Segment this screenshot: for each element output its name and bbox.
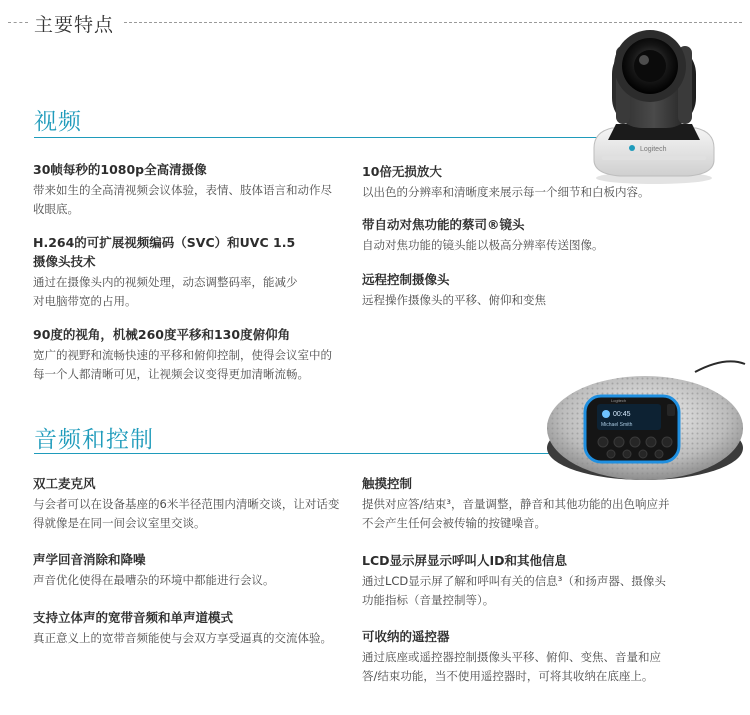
feature-desc: 宽广的视野和流畅快速的平移和俯仰控制，使得会议室中的每一个人都清晰可见，让视频会议变得更加清晰流畅。	[33, 348, 332, 381]
header-dash-left	[8, 22, 28, 23]
feature-item	[33, 233, 303, 311]
feature-title: 30帧每秒的1080p全高清摄像	[33, 162, 207, 177]
speakerphone-screen-time: 00:45	[613, 411, 631, 418]
speakerphone-brand: Logitech	[611, 398, 627, 403]
feature-item	[33, 474, 343, 533]
feature-item	[362, 551, 672, 610]
feature-desc: 真正意义上的宽带音频能使与会双方享受逼真的交流体验。	[33, 631, 332, 645]
speakerphone-icon	[545, 356, 747, 484]
speakerphone-screen-name: Michael Smith	[601, 422, 633, 428]
ptz-camera-icon	[588, 24, 720, 186]
feature-title: H.264的可扩展视频编码（SVC）和UVC 1.5摄像头技术	[33, 235, 296, 269]
feature-desc: 带来如生的全高清视频会议体验，表情、肢体语言和动作尽收眼底。	[33, 183, 332, 216]
feature-desc: 提供对应答/结束³，音量调整，静音和其他功能的出色响应并不会产生任何会被传输的按键噪音。	[362, 497, 670, 530]
section-title-video: 视频	[34, 109, 82, 135]
feature-title: 双工麦克风	[33, 476, 96, 491]
feature-title: 触摸控制	[362, 476, 413, 491]
feature-desc: 通过LCD显示屏了解和呼叫有关的信息³（和扬声器、摄像头功能指标（音量控制等）。	[362, 574, 666, 607]
section-divider-video	[34, 137, 604, 138]
feature-title: 声学回音消除和降噪	[33, 552, 146, 567]
feature-item	[33, 608, 343, 648]
feature-title: 10倍无损放大	[362, 164, 442, 179]
feature-item	[362, 215, 672, 255]
page-title: 主要特点	[34, 14, 115, 36]
camera-brand: Logitech	[640, 146, 667, 153]
feature-title: 90度的视角，机械260度平移和130度俯仰角	[33, 327, 291, 342]
feature-desc: 声音优化使得在最嘈杂的环境中都能进行会议。	[33, 573, 275, 587]
feature-desc: 通过在摄像头内的视频处理，动态调整码率，能减少对电脑带宽的占用。	[33, 275, 298, 308]
section-title-audio: 音频和控制	[34, 427, 154, 453]
feature-desc: 与会者可以在设备基座的6米半径范围内清晰交谈，让对话变得就像是在同一间会议室里交谈。	[33, 497, 340, 530]
feature-title: 远程控制摄像头	[362, 272, 450, 287]
header-dash-right	[124, 22, 742, 23]
section-divider-audio	[34, 453, 549, 454]
feature-item	[33, 550, 343, 590]
feature-item	[33, 160, 333, 219]
feature-desc: 自动对焦功能的镜头能以极高分辨率传送图像。	[362, 238, 604, 252]
feature-desc: 以出色的分辨率和清晰度来展示每一个细节和白板内容。	[362, 185, 650, 199]
feature-title: LCD显示屏显示呼叫人ID和其他信息	[362, 553, 568, 568]
feature-title: 带自动对焦功能的蔡司®镜头	[362, 217, 525, 232]
feature-item	[362, 627, 672, 686]
feature-desc: 远程操作摄像头的平移、俯仰和变焦	[362, 293, 546, 307]
feature-desc: 通过底座或遥控器控制摄像头平移、俯仰、变焦、音量和应答/结束功能，当不使用遥控器时，可将其收纳在底座上。	[362, 650, 661, 683]
feature-title: 可收纳的遥控器	[362, 629, 450, 644]
feature-item	[33, 325, 333, 384]
feature-title: 支持立体声的宽带音频和单声道模式	[33, 610, 234, 625]
feature-item	[362, 270, 672, 310]
